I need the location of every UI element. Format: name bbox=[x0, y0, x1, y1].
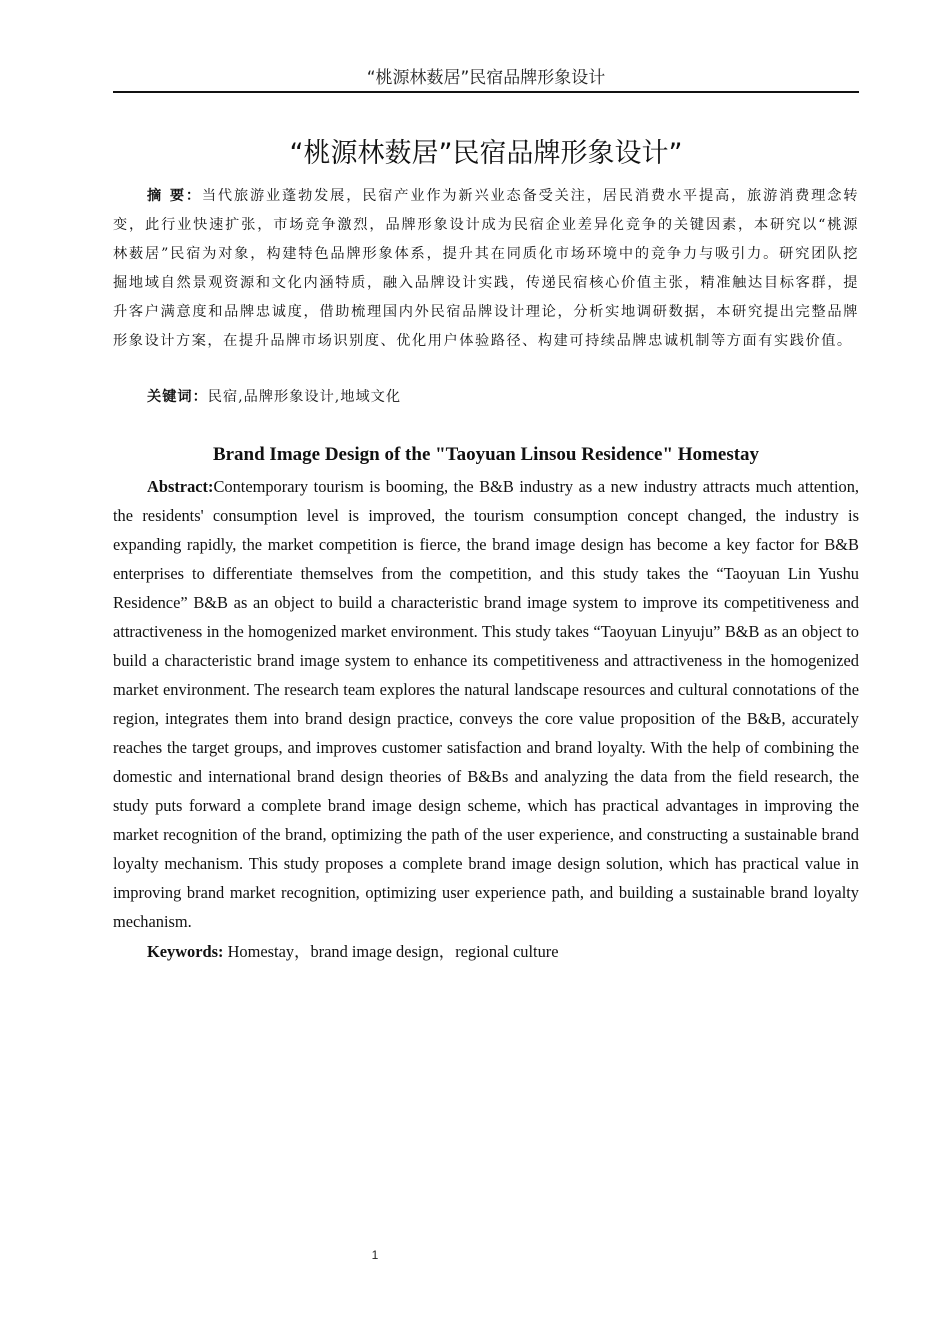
english-keywords-label: Keywords: bbox=[147, 942, 224, 961]
chinese-keywords-label: 关键词： bbox=[147, 389, 208, 405]
running-header: “桃源林薮居”民宿品牌形象设计 bbox=[366, 68, 606, 88]
english-abstract bbox=[113, 472, 859, 936]
english-abstract-text: Contemporary tourism is booming, the B&B industry as a new industry attracts much attention, the residents' consumption level is improved, the tourism consumption concept changed, the industry is expanding rapidly, the market competition is fierce, the brand image design has become a key factor for B&B enterprises to differentiate themselves from the competition, and this study takes the “Taoyuan Lin Yushu Residence” B&B as an object to build a characteristic brand image system to improve its competitiveness and attractiveness in the homogenized market environment. This study takes “Taoyuan Linyuju” B&B as an object to build a characteristic brand image system to enhance its competitiveness and attractiveness in the homogenized market environment. The research team explores the natural landscape resources and cultural connotations of the region, integrates them into brand design practice, conveys the core value proposition of the B&B, accurately reaches the target groups, and improves customer satisfaction and brand loyalty. With the help of combining the domestic and international brand design theories of B&Bs and analyzing the data from the field research, the study puts forward a complete brand image design scheme, which has practical advantages in improving the market recognition of the brand, optimizing the path of the user experience, and constructing a sustainable brand loyalty mechanism. This study proposes a complete brand image design solution, which has practical value in improving brand market recognition, optimizing user experience path, and building a sustainable brand loyalty mechanism. bbox=[113, 477, 859, 931]
chinese-abstract bbox=[113, 182, 859, 356]
chinese-keywords-text: 民宿,品牌形象设计,地域文化 bbox=[207, 389, 402, 405]
page-number: 1 bbox=[371, 1248, 379, 1262]
chinese-abstract-label: 摘 要： bbox=[147, 188, 202, 204]
chinese-title: “桃源林薮居”民宿品牌形象设计” bbox=[289, 138, 683, 169]
english-keywords-text: Homestay，brand image design，regional culture bbox=[227, 942, 559, 961]
english-abstract-label: Abstract: bbox=[147, 477, 214, 496]
chinese-keywords bbox=[113, 384, 859, 410]
english-keywords bbox=[113, 937, 859, 966]
header-rule bbox=[113, 91, 859, 93]
chinese-abstract-text: 当代旅游业蓬勃发展，民宿产业作为新兴业态备受关注，居民消费水平提高，旅游消费理念转变，此行业快速扩张，市场竞争激烈，品牌形象设计成为民宿企业差异化竞争的关键因素，本研究以“桃源林薮居”民宿为对象，构建特色品牌形象体系，提升其在同质化市场环境中的竞争力与吸引力。研究团队挖掘地域自然景观资源和文化内涵特质，融入品牌设计实践，传递民宿核心价值主张，精准触达目标客群，提升客户满意度和品牌忠诚度，借助梳理国内外民宿品牌设计理论，分析实地调研数据，本研究提出完整品牌形象设计方案，在提升品牌市场识别度、优化用户体验路径、构建可持续品牌忠诚机制等方面有实践价值。 bbox=[113, 188, 859, 349]
english-title: Brand Image Design of the "Taoyuan Linsou Residence" Homestay bbox=[212, 444, 760, 465]
